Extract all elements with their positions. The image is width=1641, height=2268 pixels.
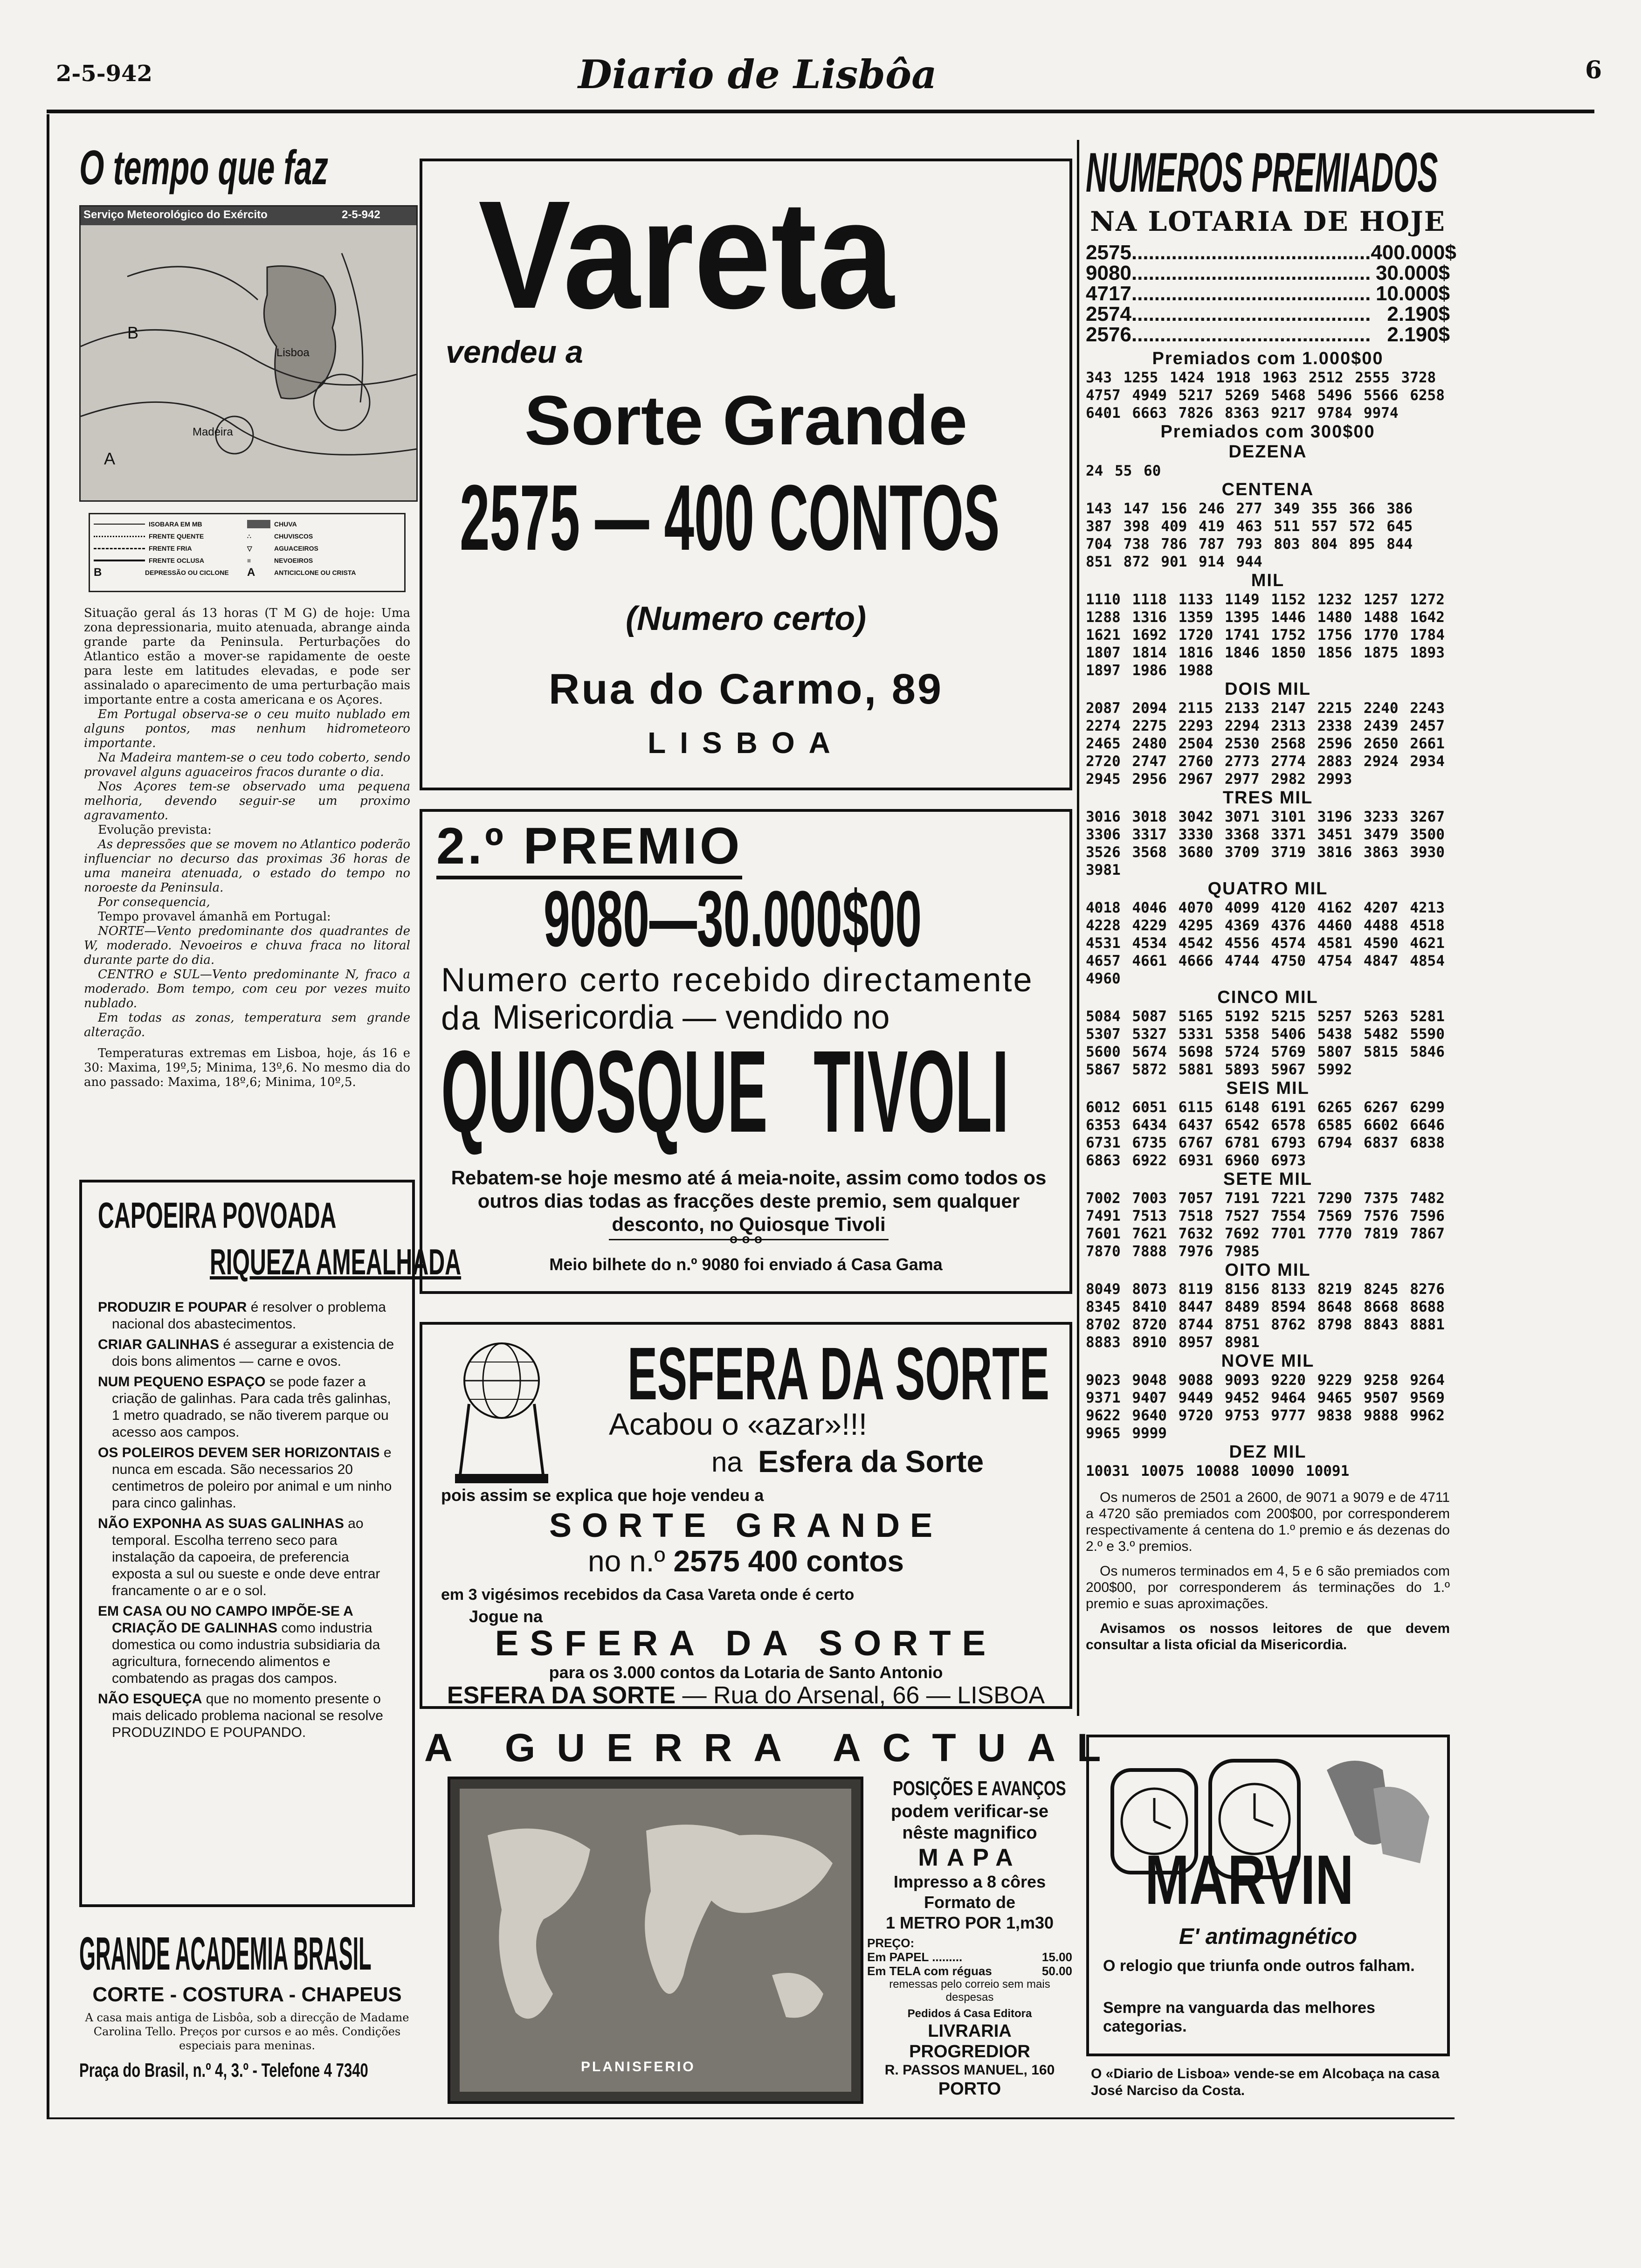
group-numbers-nove-mil: 9023 9048 9088 9093 9220 9229 9258 9264 9371 9407 9449 9452 9464 9465 9507 9569 9622 9640 9720 9753 9777 9838 9888 9962 9965 9999 [1086,1372,1445,1442]
esfera-no: no n.º [588,1544,665,1578]
group-heading-quatro-mil: QUATRO MIL [1207,879,1328,899]
esfera-title-3: ESFERA DA SORTE [495,1624,997,1663]
marvin-antimagnetico: E' antimagnético [1179,1924,1358,1949]
esfera-title: ESFERA DA SORTE [627,1332,1049,1415]
marvin-brand: MARVIN [1145,1840,1354,1919]
temperature-extremes: Temperaturas extremas em Lisboa, hoje, ás 16 e 30: Maxima, 19º,5; Minima, 13º,6. No mesmo dia do ano passado: Maxima, 18º,6; Minima, 10º,5. [84,1046,410,1089]
academia-address: Praça do Brasil, n.º 4, 3.º - Telefone 4 7340 [79,2059,368,2081]
legend-depressao: B DEPRESSÃO OU CICLONE [94,566,229,579]
group-heading-nove-mil: NOVE MIL [1221,1351,1315,1371]
marvin-venda: O «Diario de Lisboa» vende-se em Alcobaça na casa José Narciso da Costa. [1091,2066,1440,2098]
map-date: 2-5-942 [342,208,380,221]
guerra-livraria: LIVRARIA PROGREDIOR [909,2021,1030,2061]
premiados-300-heading: Premiados com 300$00 [1160,422,1375,442]
map-caption: Serviço Meteorológico do Exército [83,208,268,221]
capoeira-ad [79,1180,462,1907]
map-planisferio-label: PLANISFERIO [581,2059,696,2074]
premiados-title: NUMEROS PREMIADOS [1086,141,1438,204]
vareta-vendeu: vendeu a [446,334,583,370]
premiados-column [1077,140,1456,1716]
capoeira-item-3: NUM PEQUENO ESPAÇO se pode fazer a criação de galinhas. Para cada três galinhas, 1 metro quadrado, se não tiverem parque ou acesso aos campos. [98,1374,391,1440]
top-prize-row: 2575 .......................................... 400.000$ [1086,241,1456,264]
premiados-1000-numbers: 343 1255 1424 1918 1963 2512 2555 3728 4757 4949 5217 5269 5468 5496 5566 6258 6401 6663 7826 8363 9217 9784 9974 [1086,369,1445,422]
tivoli-line-2: Misericordia — vendido no [492,999,890,1036]
tivoli-meio: Meio bilhete do n.º 9080 foi enviado á Casa Gama [549,1255,943,1274]
guerra-porto: PORTO [938,2079,1001,2099]
group-heading-dezena: DEZENA [1228,442,1307,462]
legend-oclusa: FRENTE OCLUSA [94,554,247,567]
group-heading-oito-mil: OITO MIL [1225,1260,1311,1280]
premiados-note-3: Avisamos os nossos leitores de que devem consultar a lista oficial da Misericordia. [1086,1621,1450,1653]
guerra-ad [420,1725,1123,2122]
academia-title: GRANDE ACADEMIA BRASIL [79,1928,372,1980]
esfera-address-name: ESFERA DA SORTE [447,1682,676,1709]
number-groups [1086,442,1450,1480]
vareta-certo: (Numero certo) [625,600,867,637]
top-prize-row: 9080 .......................................... 30.000$ [1086,262,1450,284]
map-legend [89,513,406,592]
tivoli-line-1: Numero certo recebido directamente da [441,961,1034,1037]
legend-quente: FRENTE QUENTE [94,530,247,542]
por-consequencia: Por consequencia, [98,895,210,909]
legend-fria: FRENTE FRIA [94,542,247,554]
weather-column [79,140,415,1147]
top-prize-row: 4717 .......................................... 10.000$ [1086,282,1450,305]
esfera-ad [420,1322,1072,1709]
forecast-centro: CENTRO e SUL—Vento predominante N, fraco a moderado. Bom tempo, com ceu por vezes muito nublado. [84,968,410,1010]
group-numbers-dezena: 24 55 60 [1086,463,1161,479]
weather-heading: O tempo que faz [79,141,328,195]
group-numbers-dois-mil: 2087 2094 2115 2133 2147 2215 2240 2243 2274 2275 2293 2294 2313 2338 2439 2457 2465 2480 2504 2530 2568 2596 2650 2661 2720 2747 2760 2773 2774 2883 2924 2934 2945 2956 2967 2977 2982 2993 [1086,700,1445,788]
capoeira-item-4: OS POLEIROS DEVEM SER HORIZONTAIS e nunca em escada. São necessarios 20 centimetros de poleiro por animal e um ninho para cinco galinhas. [98,1445,392,1511]
legend-anticiclone: A ANTICICLONE OU CRISTA [247,566,356,579]
weather-map [79,205,418,502]
group-heading-cinco-mil: CINCO MIL [1217,988,1318,1007]
esfera-sorte-grande: SORTE GRANDE [549,1507,943,1544]
premiados-note-1: Os numeros de 2501 a 2600, de 9071 a 9079 e de 4711 a 4720 são premiados com 200$00, por corresponderem respectivamente á centena do 1.º premio e ás dezenas do 2.º e 3.º premios. [1086,1490,1450,1554]
esfera-name-2: Esfera da Sorte [758,1444,984,1479]
vareta-ad [420,159,1072,790]
guerra-tela-row: Em TELA com réguas 50.00 [867,1964,1072,1978]
capoeira-items [93,1299,401,1741]
esfera-acabou: Acabou o «azar»!!! [609,1407,868,1441]
map-label-lisboa: Lisboa [276,346,310,359]
vareta-sorte-grande: Sorte Grande [524,381,968,459]
weather-para-1: Situação geral ás 13 horas (T M G) de hoje: Uma zona depressionaria, muito atenuada, abrange ainda grande parte da Peninsula. Perturbações do Atlantico estão a mover-se rapidamente de oeste para leste em latitudes elevadas, e pode ser assinalado o aparecimento de uma perturbação mais importante entre a costa americana e os Açores. [84,606,410,707]
legend-aguaceiros: ▽ AGUACEIROS [247,544,318,552]
group-numbers-sete-mil: 7002 7003 7057 7191 7221 7290 7375 7482 7491 7513 7518 7527 7554 7569 7576 7596 7601 7621 7632 7692 7701 7770 7819 7867 7870 7888 7976 7985 [1086,1190,1445,1260]
legend-chuva: CHUVA [247,518,400,530]
vareta-cidade: LISBOA [648,726,844,760]
esfera-pois: pois assim se explica que hoje vendeu a [441,1486,764,1505]
capoeira-item-7: NÃO ESQUEÇA que no momento presente o mais delicado problema nacional se resolve PRODUZINDO E POUPANDO. [98,1691,383,1740]
marvin-line-2: Sempre na vanguarda das melhores categorias. [1103,1999,1375,2035]
weather-para-2: Em Portugal observa-se o ceu muito nublado em alguns pontos, mas nenhum hidrometeoro importante. [84,707,410,750]
esfera-jogue: Jogue na [469,1607,543,1626]
premiados-note-2: Os numeros terminados em 4, 5 e 6 são premiados com 200$00, por corresponderem ás terminações do 1.º premio e suas aproximações. [1086,1563,1450,1611]
forecast-norte: NORTE—Vento predominante dos quadrantes de W, moderado. Nevoeiros e chuva fraca no litoral durante parte do dia. [84,924,410,967]
group-numbers-cinco-mil: 5084 5087 5165 5192 5215 5257 5263 5281 5307 5327 5331 5358 5406 5438 5482 5590 5600 5674 5698 5724 5769 5807 5815 5846 5867 5872 5881 5893 5967 5992 [1086,1008,1445,1078]
tivoli-rebatem: Rebatem-se hoje mesmo até á meia-noite, assim como todos os outros dias todas as fracções deste premio, sem qualquer desconto, no Quiosque Tivoli [451,1167,1047,1235]
esfera-numero: 2575 400 contos [673,1544,904,1578]
esfera-address [422,1681,1069,1709]
esfera-na: na [711,1446,743,1478]
map-label-a: A [104,449,116,468]
world-map [448,1777,863,2104]
group-heading-dois-mil: DOIS MIL [1225,679,1311,699]
top-prize-row: 2576 .......................................... 2.190$ [1086,323,1450,346]
world-map-svg [450,1779,861,2101]
group-numbers-mil: 1110 1118 1133 1149 1152 1232 1257 1272 1288 1316 1359 1395 1446 1480 1488 1642 1621 1692 1720 1741 1752 1756 1770 1784 1807 1814 1816 1846 1850 1856 1875 1893 1897 1986 1988 [1086,591,1445,679]
map-label-madeira: Madeira [193,426,233,438]
forecast-todas: Em todas as zonas, temperatura sem grande alteração. [84,1011,410,1039]
legend-chuviscos: ∴ CHUVISCOS [247,532,313,540]
tivoli-sep-text: o-o-o [730,1231,762,1246]
top-prizes [1086,241,1456,346]
guerra-title: A GUERRA ACTUAL [424,1726,1123,1770]
guerra-preco: PREÇO: [867,1936,915,1950]
vareta-numero: 2575 — 400 CONTOS [460,466,1000,570]
globe-illustration [450,1339,553,1488]
weather-para-3: Na Madeira mantem-se o ceu todo coberto, sendo provavel alguns aguaceiros fracos durante o dia. [84,751,410,779]
group-heading-mil: MIL [1251,571,1285,590]
premiados-sub: NA LOTARIA DE HOJE [1090,206,1446,237]
guerra-formato: Formato de [924,1893,1015,1912]
capoeira-item-5: NÃO EXPONHA AS SUAS GALINHAS ao temporal. Escolha terreno seco para instalação da capoeira, de preferencia exposta a sul ou sueste e onde deve entrar francamente o ar e o sol. [98,1516,380,1598]
capoeira-item-6: EM CASA OU NO CAMPO IMPÕE-SE A CRIAÇÃO DE GALINHAS como industria domestica ou como industria subsidiaria da agricultura, fornecendo alimentos e combatendo as pragas dos campos. [98,1604,380,1686]
page-number: 6 [1585,56,1602,84]
capoeira-item-2: CRIAR GALINHAS é assegurar a existencia de dois bons alimentos — carne e ovos. [98,1337,394,1369]
group-heading-seis-mil: SEIS MIL [1226,1079,1310,1098]
issue-date: 2-5-942 [56,61,152,87]
esfera-em3: em 3 vigésimos recebidos da Casa Vareta onde é certo [441,1586,855,1604]
group-heading-sete-mil: SETE MIL [1223,1169,1313,1189]
academia-ad [79,1926,415,2122]
group-numbers-dez-mil: 10031 10075 10088 10090 10091 [1086,1463,1350,1480]
legend-nevoeiros: ≡ NEVOEIROS [247,557,313,564]
group-numbers-centena: 143 147 156 246 277 349 355 366 386 387 398 409 419 463 511 557 572 645 704 738 786 787 793 803 804 895 844 851 872 901 914 944 [1086,500,1413,570]
map-label-b: B [127,323,139,342]
evolucao-text: As depressões que se movem no Atlantico poderão influenciar no decurso das proximas 36 horas de uma maneira atenuada, o estado do tempo no noroeste da Peninsula. [84,837,410,895]
academia-sub: CORTE - COSTURA - CHAPEUS [92,1983,402,2006]
group-heading-centena: CENTENA [1221,480,1314,499]
guerra-podem: podem verificar-se nêste magnifico [891,1802,1048,1843]
guerra-posicoes: POSIÇÕES E AVANÇOS [893,1777,1066,1800]
group-heading-tres-mil: TRES MIL [1222,788,1313,808]
group-numbers-oito-mil: 8049 8073 8119 8156 8133 8219 8245 8276 8345 8410 8447 8489 8594 8648 8668 8688 8702 8720 8744 8751 8762 8798 8843 8881 8883 8910 8957 8981 [1086,1281,1445,1351]
guerra-papel-row: Em PAPEL ......... 15.00 [867,1950,1072,1964]
guerra-pedidos: Pedidos á Casa Editora [907,2007,1032,2020]
tivoli-valor: 9080—30.000$00 [544,875,922,963]
guerra-impresso: Impresso a 8 côres [893,1872,1046,1891]
weather-para-4: Nos Açores tem-se observado uma pequena melhoria, devendo seguir-se um proximo agravamento. [84,780,410,823]
weather-map-svg [81,207,416,500]
weather-text [84,606,410,1090]
tivoli-ad [420,809,1072,1294]
tempo-provavel-title: Tempo provavel ámanhã em Portugal: [98,910,331,924]
header-rule [47,110,1594,113]
capoeira-item-1: PRODUZIR E POUPAR é resolver o problema nacional dos abastecimentos. [98,1300,386,1332]
tivoli-quiosque: QUIOSQUE TIVOLI [441,1026,1009,1156]
capoeira-title-1: CAPOEIRA POVOADA [98,1195,337,1236]
vareta-name: Vareta [478,168,894,340]
marvin-line-1: O relogio que triunfa onde outros falham. [1103,1957,1415,1975]
esfera-para: para os 3.000 contos da Lotaria de Santo Antonio [549,1663,943,1682]
masthead-title: Diario de Lisbôa [578,51,937,97]
guerra-remessas: remessas pelo correio sem mais despesas [889,1978,1050,2004]
esfera-address-text: — Rua do Arsenal, 66 — LISBOA [682,1682,1045,1709]
guerra-mapa: MAPA [918,1844,1021,1871]
guerra-rua: R. PASSOS MANUEL, 160 [884,2062,1055,2078]
top-prize-row: 2574 .......................................... 2.190$ [1086,303,1450,325]
esfera-numero-line [422,1544,1069,1578]
guerra-metro: 1 METRO POR 1,m30 [885,1913,1054,1932]
premiados-1000-heading: Premiados com 1.000$00 [1152,349,1384,368]
guerra-info [867,1777,1072,2099]
vareta-rua: Rua do Carmo, 89 [548,665,944,713]
capoeira-title-2: RIQUEZA AMEALHADA [210,1241,462,1282]
marvin-ad [1086,1735,1450,2056]
group-numbers-seis-mil: 6012 6051 6115 6148 6191 6265 6267 6299 6353 6434 6437 6542 6578 6585 6602 6646 6731 6735 6767 6781 6793 6794 6837 6838 6863 6922 6931 6960 6973 [1086,1099,1445,1169]
group-heading-dez-mil: DEZ MIL [1229,1442,1307,1462]
legend-isobara: ISOBARA EM MB [94,518,247,530]
group-numbers-tres-mil: 3016 3018 3042 3071 3101 3196 3233 3267 3306 3317 3330 3368 3371 3451 3479 3500 3526 3568 3680 3709 3719 3816 3863 3930 3981 [1086,809,1445,878]
evolucao-title: Evolução prevista: [98,823,212,837]
academia-text: A casa mais antiga de Lisbôa, sob a direcção de Madame Carolina Tello. Preços por cursos e ao mês. Condições especiais para meninas. [85,2011,409,2052]
group-numbers-quatro-mil: 4018 4046 4070 4099 4120 4162 4207 4213 4228 4229 4295 4369 4376 4460 4488 4518 4531 4534 4542 4556 4574 4581 4590 4621 4657 4661 4666 4744 4750 4754 4847 4854 4960 [1086,899,1445,987]
tivoli-premio: 2.º PREMIO [436,816,742,879]
